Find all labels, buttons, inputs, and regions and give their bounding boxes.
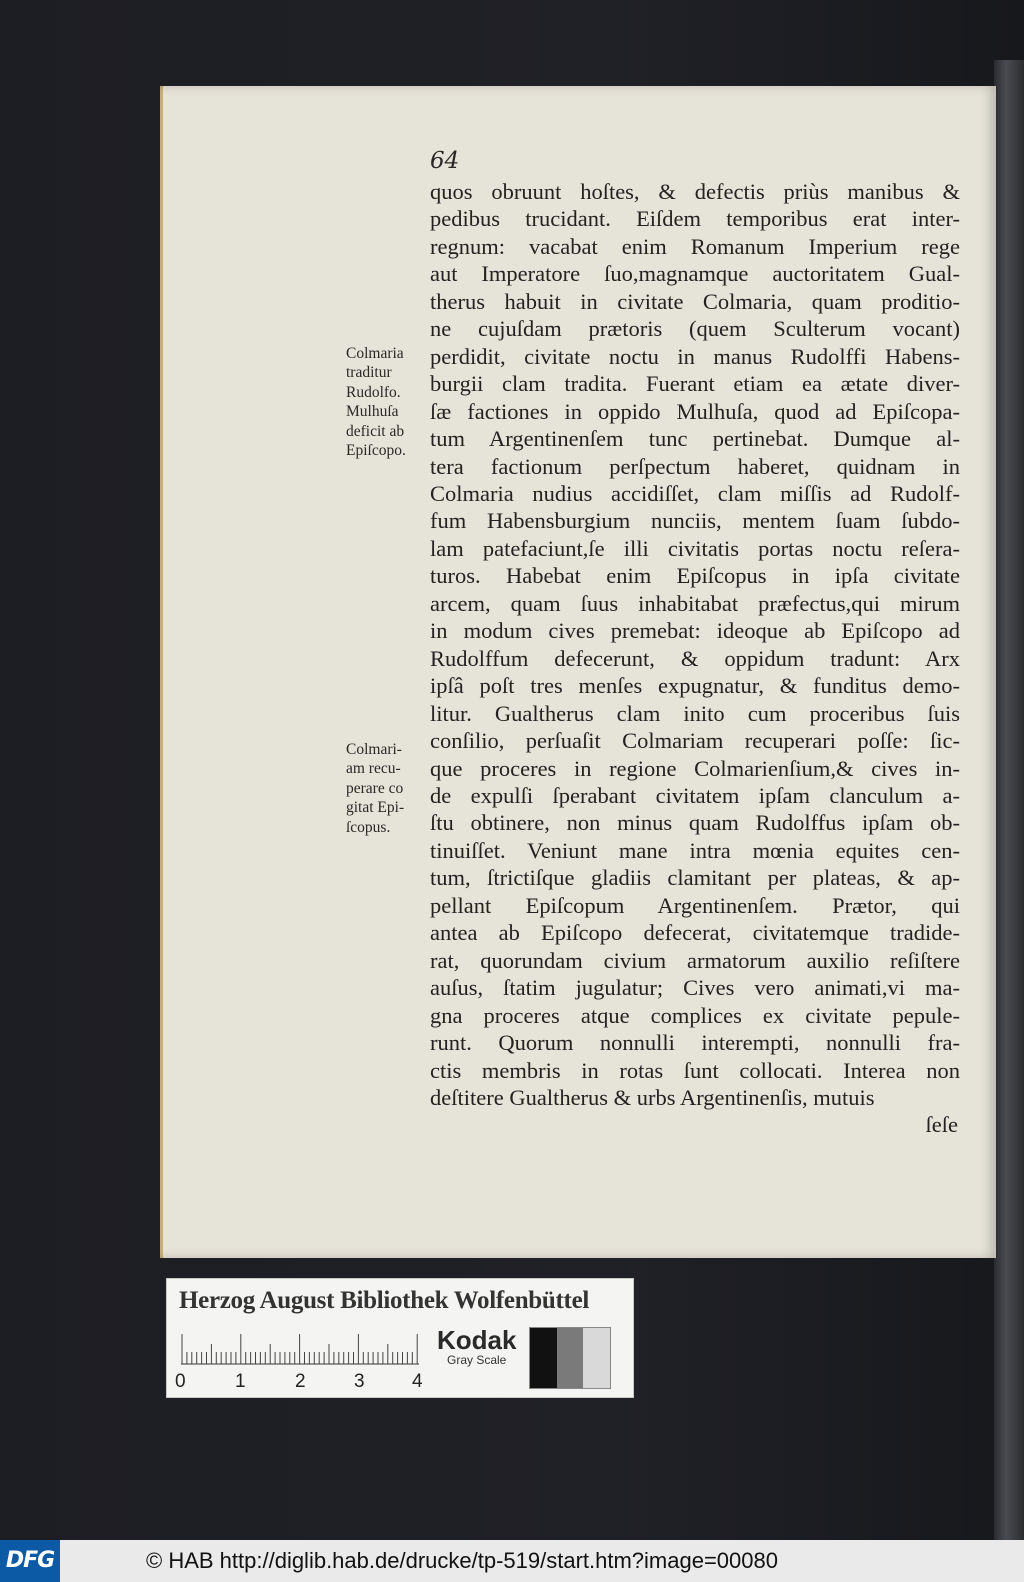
margin-note xyxy=(346,344,406,460)
margin-note-line: Colmaria xyxy=(346,345,404,362)
text-line: pellant Epiſcopum Argentinenſem. Prætor, qui xyxy=(430,892,960,918)
gray-patch xyxy=(530,1328,557,1388)
text-line: perdidit, civitate noctu in manus Rudolffi Habens- xyxy=(430,343,960,369)
catchword: ſeſe xyxy=(925,1112,958,1138)
color-calibration-card xyxy=(166,1278,634,1398)
page-number: 64 xyxy=(430,148,460,174)
text-line: quos obruunt hoſtes, & defectis priùs manibus & xyxy=(430,179,960,204)
text-line: auſus, ſtatim jugulatur; Cives vero animati,vi ma- xyxy=(430,975,960,1001)
text-line: in modum cives premebat: ideoque ab Epiſcopo ad xyxy=(430,618,960,644)
margin-note-line: Rudolfo. xyxy=(346,383,401,401)
ruler-scale xyxy=(181,1331,421,1365)
text-line: pedibus trucidant. Eiſdem temporibus erat inter- xyxy=(430,206,960,232)
text-line: rat, quorundam civium armatorum auxilio reſiſtere xyxy=(430,947,960,973)
margin-note-line: ſcopus. xyxy=(346,818,391,836)
copyright-url[interactable]: © HAB http://diglib.hab.de/drucke/tp-519/start.htm?image=00080 xyxy=(146,1548,778,1573)
margin-note-line: gitat Epi- xyxy=(346,799,405,817)
ruler-number: 2 xyxy=(295,1371,306,1392)
ruler-number: 1 xyxy=(235,1371,246,1392)
margin-note-line: Colmari- xyxy=(346,741,402,758)
text-line: tum, ſtrictiſque gladiis clamitant per plateas, & ap- xyxy=(430,865,960,891)
margin-note-line: am recu- xyxy=(346,760,401,778)
kodak-logo: Kodak xyxy=(437,1325,517,1355)
text-line: tera factionum perſpectum haberet, quidnam in xyxy=(430,453,960,479)
body-text xyxy=(430,178,960,1139)
text-line: litur. Gualtherus clam inito cum proceribus ſuis xyxy=(430,700,960,726)
margin-note-line: deficit ab xyxy=(346,422,405,440)
gray-scale-label: Gray Scale xyxy=(447,1353,507,1367)
text-line: deſtitere Gualtherus & urbs Argentinenſis, mutuis xyxy=(430,1084,875,1110)
text-line: ipſâ poſt tres menſes expugnatur, & funditus demo- xyxy=(430,673,960,699)
gray-patch xyxy=(557,1328,584,1388)
text-line: fum Habensburgium nunciis, mentem ſuam ſubdo- xyxy=(430,508,960,534)
text-line: ſæ factiones in oppido Mulhuſa, quod ad Epiſcopa- xyxy=(430,398,960,424)
text-line: runt. Quorum nonnulli interempti, nonnulli fra- xyxy=(430,1030,960,1056)
text-line: tum Argentinenſem tunc pertinebat. Dumque al- xyxy=(430,426,960,452)
text-line: lam patefaciunt,ſe illi civitatis portas noctu reſera- xyxy=(430,535,960,561)
margin-note xyxy=(346,740,404,837)
text-line: de expulſi ſperabant civitatem ipſam clanculum a- xyxy=(430,782,960,808)
gray-patch xyxy=(583,1328,610,1388)
text-line: que proceres in regione Colmarienſium,& cives in- xyxy=(430,755,960,781)
text-line: burgii clam tradita. Fuerant etiam ea ætate diver- xyxy=(430,371,960,397)
margin-note-line: Mulhuſa xyxy=(346,403,399,421)
dfg-logo: DFG xyxy=(0,1540,60,1582)
footer-bar xyxy=(0,1540,1024,1582)
margin-note-line: perare co xyxy=(346,779,404,797)
ruler-number: 4 xyxy=(412,1371,423,1392)
margin-note-line: traditur xyxy=(346,364,392,382)
ruler-number: 0 xyxy=(175,1371,186,1392)
text-line: regnum: vacabat enim Romanum Imperium rege xyxy=(430,233,960,259)
text-line: aut Imperatore ſuo,magnamque auctoritatem Gual- xyxy=(430,261,960,287)
text-line: ſtu obtinere, non minus quam Rudolffus ipſam ob- xyxy=(430,810,960,836)
text-line: gna proceres atque complices ex civitate pepule- xyxy=(430,1002,960,1028)
book-edge xyxy=(994,60,1024,1540)
card-title: Herzog August Bibliothek Wolfenbüttel xyxy=(179,1287,590,1314)
text-line: therus habuit in civitate Colmaria, quam proditio- xyxy=(430,288,960,314)
text-line: antea ab Epiſcopo defecerat, civitatemque tradide- xyxy=(430,920,960,946)
text-line: turos. Habebat enim Epiſcopus in ipſa civitate xyxy=(430,563,960,589)
text-line: conſilio, perſuaſit Colmariam recuperari poſſe: ſic- xyxy=(430,728,960,754)
text-line: Rudolffum defecerunt, & oppidum tradunt: Arx xyxy=(430,645,960,671)
text-line: tinuiſſet. Veniunt mane intra mœnia equites cen- xyxy=(430,837,960,863)
text-line: ne cujuſdam prætoris (quem Sculterum vocant) xyxy=(430,316,960,342)
text-line: ctis membris in rotas ſunt collocati. Interea non xyxy=(430,1057,960,1083)
gray-scale-patches xyxy=(529,1327,611,1389)
text-line: arcem, quam ſuus inhabitabat præfectus,qui mirum xyxy=(430,590,960,616)
text-line: Colmaria nudius accidiſſet, clam miſſis ad Rudolf- xyxy=(430,480,960,506)
ruler-number: 3 xyxy=(354,1371,365,1392)
margin-note-line: Epiſcopo. xyxy=(346,442,406,460)
